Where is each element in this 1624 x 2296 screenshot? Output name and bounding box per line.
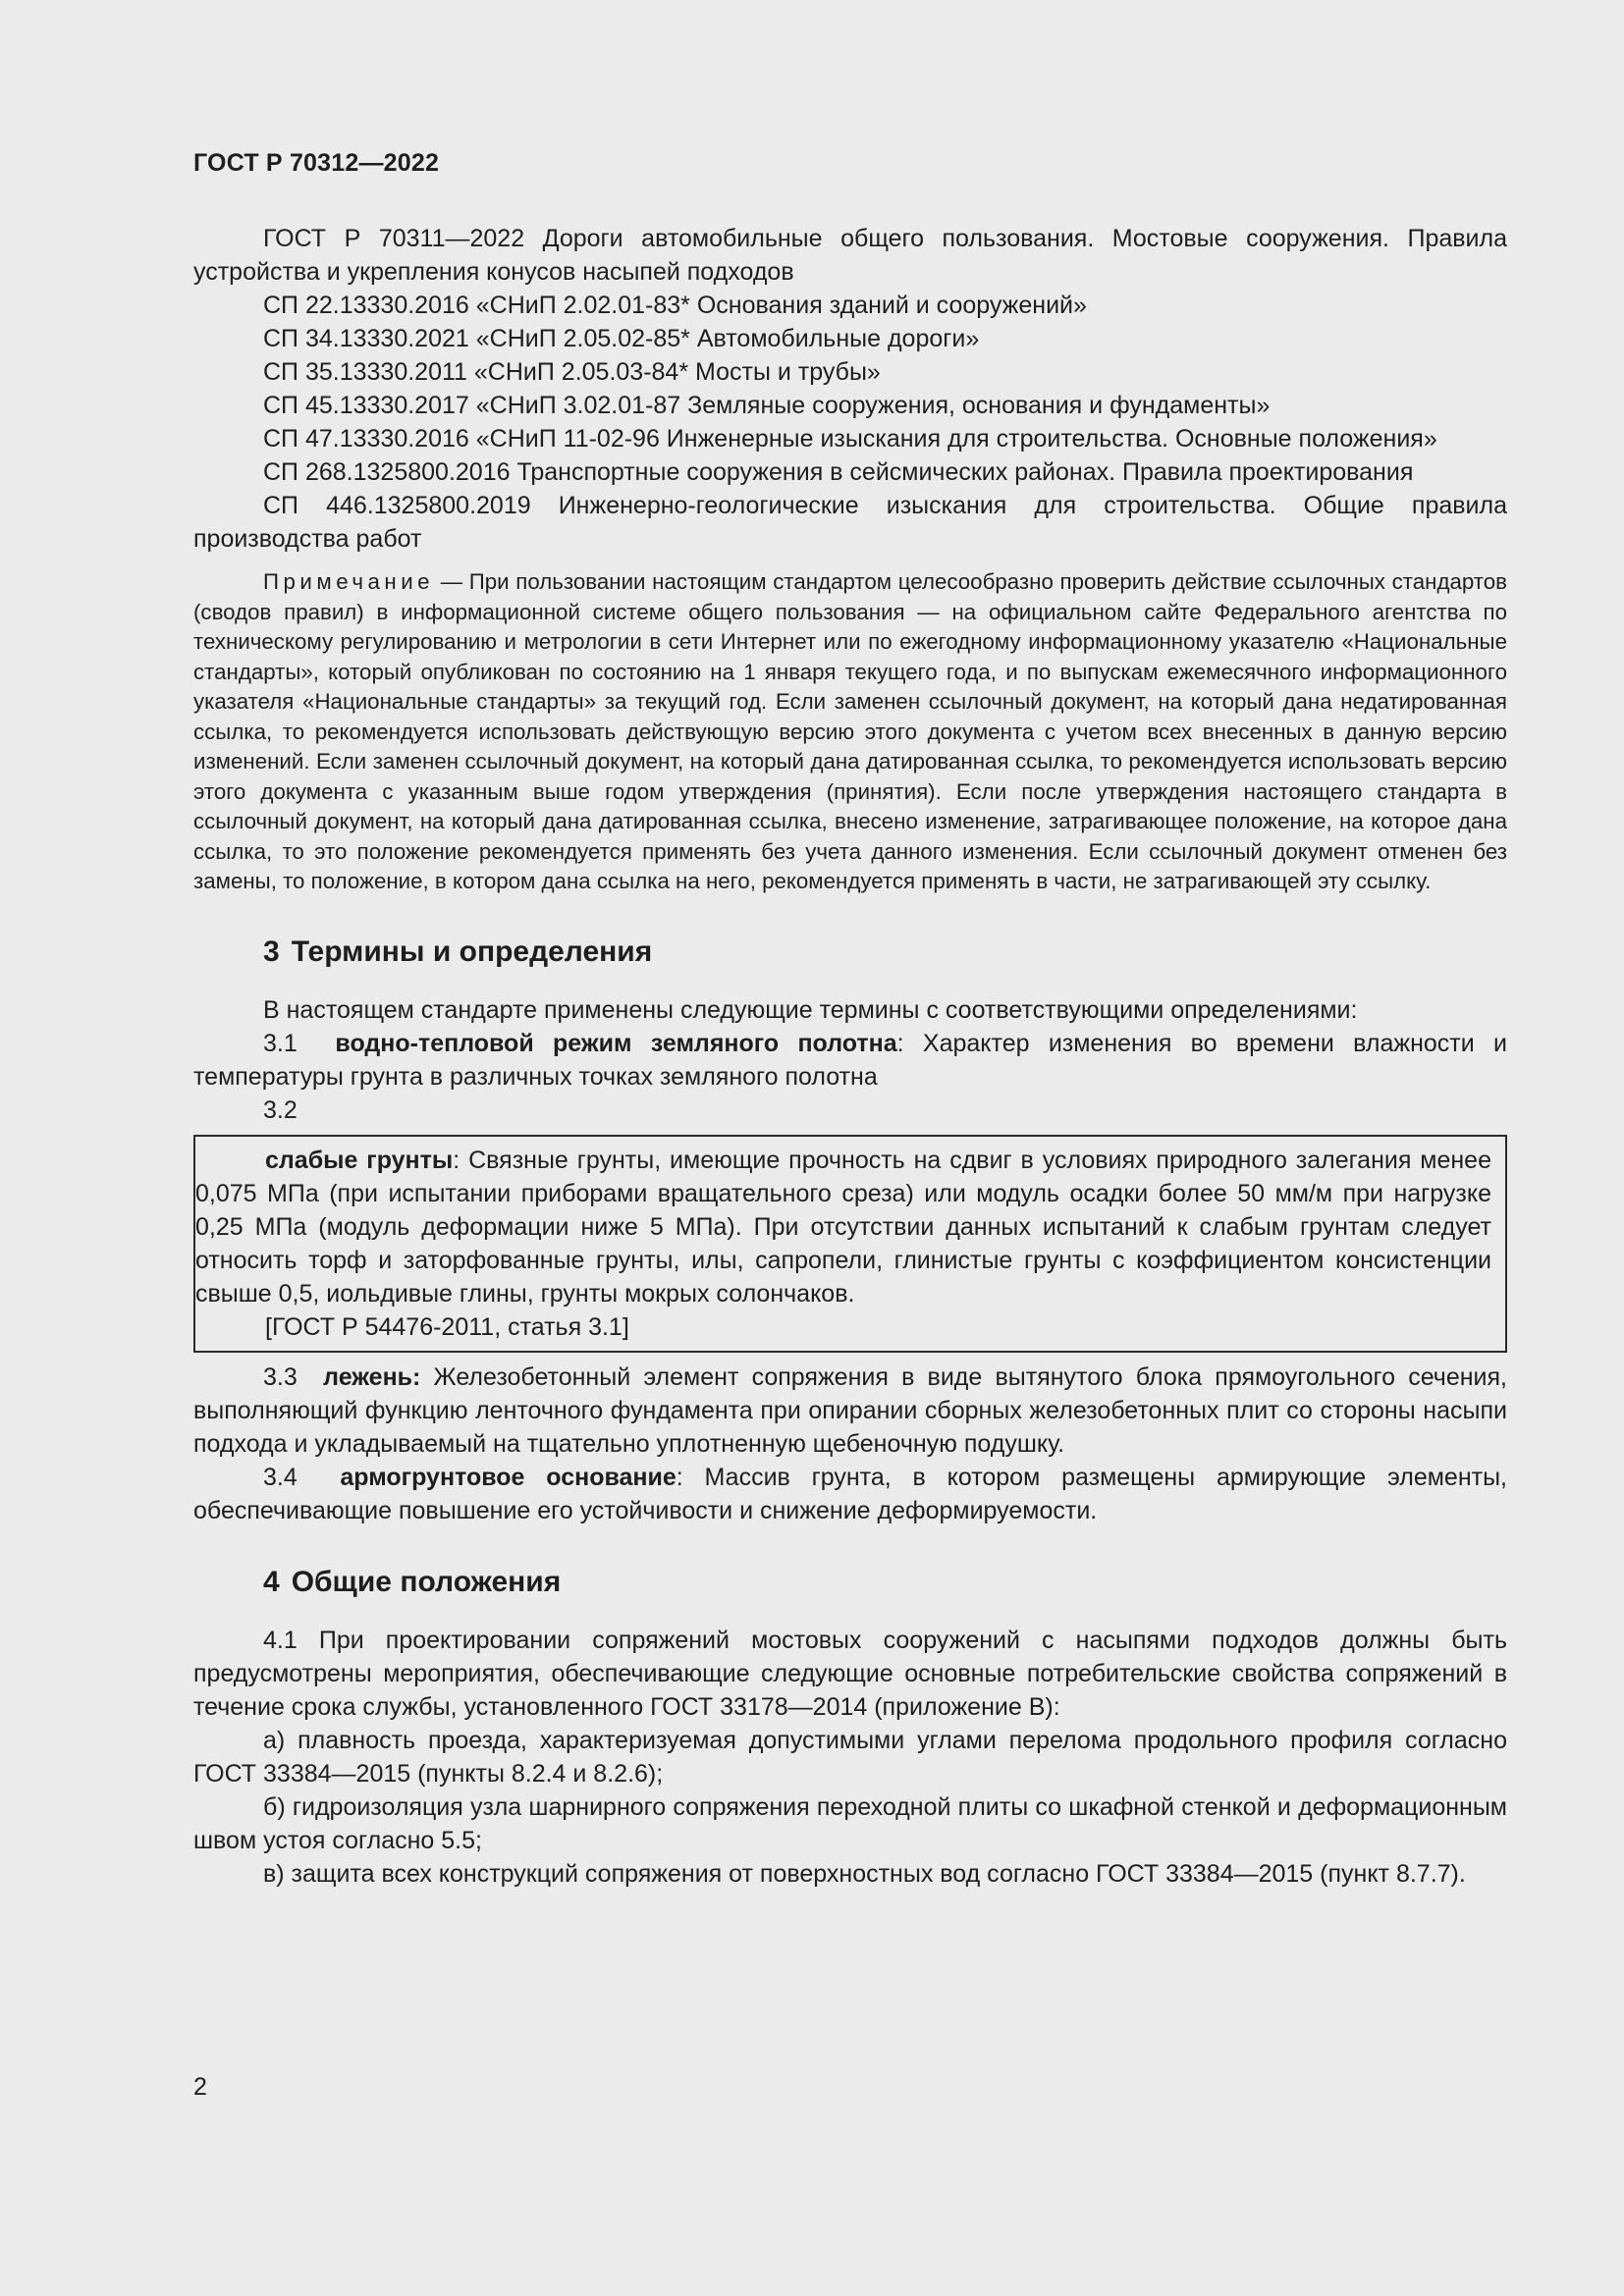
term-name: лежень: — [323, 1362, 421, 1391]
section-title: Термины и определения — [291, 934, 653, 968]
list-item-b: б) гидроизоляция узла шарнирного сопряжения переходной плиты со шкафной стенкой и деформационным швом устоя согласно 5.5; — [193, 1792, 1507, 1854]
term-number: 3.4 — [263, 1463, 298, 1491]
reference-item: СП 47.13330.2016 «СНиП 11-02-96 Инженерные изыскания для строительства. Основные положения» — [263, 425, 1437, 453]
section-4-heading — [193, 1563, 1507, 1602]
clause-4-1: 4.1 При проектировании сопряжений мостовых сооружений с насыпями подходов должны быть предусмотрены мероприятия, обеспечивающие следующие основные потребительские свойства сопряжений в течение срока службы, установленного ГОСТ 33178—2014 (приложение В): — [193, 1626, 1507, 1721]
list-item-c: в) защита всех конструкций сопряжения от поверхностных вод согласно ГОСТ 33384—2015 (пункт 8.7.7). — [263, 1859, 1466, 1888]
reference-item: СП 268.1325800.2016 Транспортные сооружения в сейсмических районах. Правила проектирования — [263, 458, 1414, 486]
reference-item: СП 446.1325800.2019 Инженерно-геологические изыскания для строительства. Общие правила производства работ — [193, 492, 1507, 553]
term-name: слабые грунты — [265, 1146, 454, 1174]
note-text: — При пользовании настоящим стандартом целесообразно проверить действие ссылочных стандартов (сводов правил) в информационной системе общего пользования — на официальном сайте Федерального агентства по техническому регулированию и метрологии в сети Интернет или по ежегодному информационному указателю «Национальные стандарты», который опубликован по состоянию на 1 января текущего года, и по выпускам ежемесячного информационного указателя «Национальные стандарты» за текущий год. Если заменен ссылочный документ, на который дана недатированная ссылка, то рекомендуется использовать действующую версию этого документа с учетом всех внесенных в данную версию изменений. Если заменен ссылочный документ, на который дана датированная ссылка, то рекомендуется использовать версию этого документа с указанным выше годом утверждения (принятия). Если после утверждения настоящего стандарта в ссылочный документ, на который дана датированная ссылка, внесено изменение, затрагивающее положение, на которое дана ссылка, то это положение рекомендуется применять без учета данного изменения. Если ссылочный документ отменен без замены, то положение, в котором дана ссылка на него, рекомендуется применять в части, не затрагивающей эту ссылку. — [193, 569, 1507, 893]
section-number: 4 — [263, 1565, 280, 1598]
term-3-2-box — [193, 1135, 1507, 1353]
section-intro: В настоящем стандарте применены следующие термины с соответствующими определениями: — [263, 995, 1358, 1024]
list-item-a: а) плавность проезда, характеризуемая допустимыми углами перелома продольного профиля согласно ГОСТ 33384—2015 (пункты 8.2.4 и 8.2.6); — [193, 1726, 1507, 1788]
reference-item: СП 34.13330.2021 «СНиП 2.05.02-85* Автомобильные дороги» — [263, 325, 980, 352]
page-number: 2 — [193, 2073, 207, 2101]
term-3-1 — [193, 1027, 1507, 1094]
term-number: 3.1 — [263, 1029, 298, 1057]
term-name: армогрунтовое основание — [340, 1463, 677, 1491]
term-3-3 — [193, 1361, 1507, 1461]
term-definition: Железобетонный элемент сопряжения в виде вытянутого блока прямоугольного сечения, выполняющий функцию ленточного фундамента при опирании сборных железобетонных плит со стороны насыпи подхода и укладываемый на тщательно уплотненную щебеночную подушку. — [193, 1362, 1507, 1458]
document-header: ГОСТ Р 70312—2022 — [193, 149, 440, 177]
reference-item: СП 35.13330.2011 «СНиП 2.05.03-84* Мосты и трубы» — [263, 358, 881, 386]
term-definition: : Связные грунты, имеющие прочность на сдвиг в условиях природного залегания менее 0,075 МПа (при испытании приборами вращательного среза) или модуль осадки более 50 мм/м при нагрузке 0,25 МПа (модуль деформации ниже 5 МПа). При отсутствии данных испытаний к слабым грунтам следует относить торф и заторфованные грунты, илы, сапропели, глинистые грунты с коэффициентом консистенции свыше 0,5, иольдивые глины, грунты мокрых солончаков. — [195, 1146, 1491, 1308]
term-definition: : Массив грунта, в котором размещены армирующие элементы, обеспечивающие повышение его устойчивости и снижение деформируемости. — [193, 1463, 1507, 1524]
term-source: [ГОСТ Р 54476-2011, статья 3.1] — [265, 1312, 629, 1341]
reference-item: СП 22.13330.2016 «СНиП 2.02.01-83* Основания зданий и сооружений» — [263, 292, 1087, 319]
reference-item: ГОСТ Р 70311—2022 Дороги автомобильные общего пользования. Мостовые сооружения. Правила устройства и укрепления конусов насыпей подходов — [193, 225, 1507, 286]
term-name: водно-тепловой режим земляного полотна — [335, 1029, 897, 1057]
section-3-heading — [193, 933, 1507, 972]
document-page — [193, 0, 1507, 2296]
term-definition: : Характер изменения во времени влажности и температуры грунта в различных точках земляного полотна — [193, 1029, 1507, 1091]
section-number: 3 — [263, 934, 280, 968]
term-number: 3.3 — [263, 1362, 298, 1391]
section-title: Общие положения — [291, 1565, 562, 1598]
note-paragraph — [193, 567, 1507, 897]
note-label: Примечание — [263, 569, 435, 594]
term-3-4 — [193, 1461, 1507, 1527]
term-3-2-number: 3.2 — [263, 1095, 298, 1124]
document-body — [193, 222, 1507, 1891]
term-3-2 — [195, 1144, 1491, 1310]
reference-item: СП 45.13330.2017 «СНиП 3.02.01-87 Земляные сооружения, основания и фундаменты» — [263, 392, 1271, 419]
